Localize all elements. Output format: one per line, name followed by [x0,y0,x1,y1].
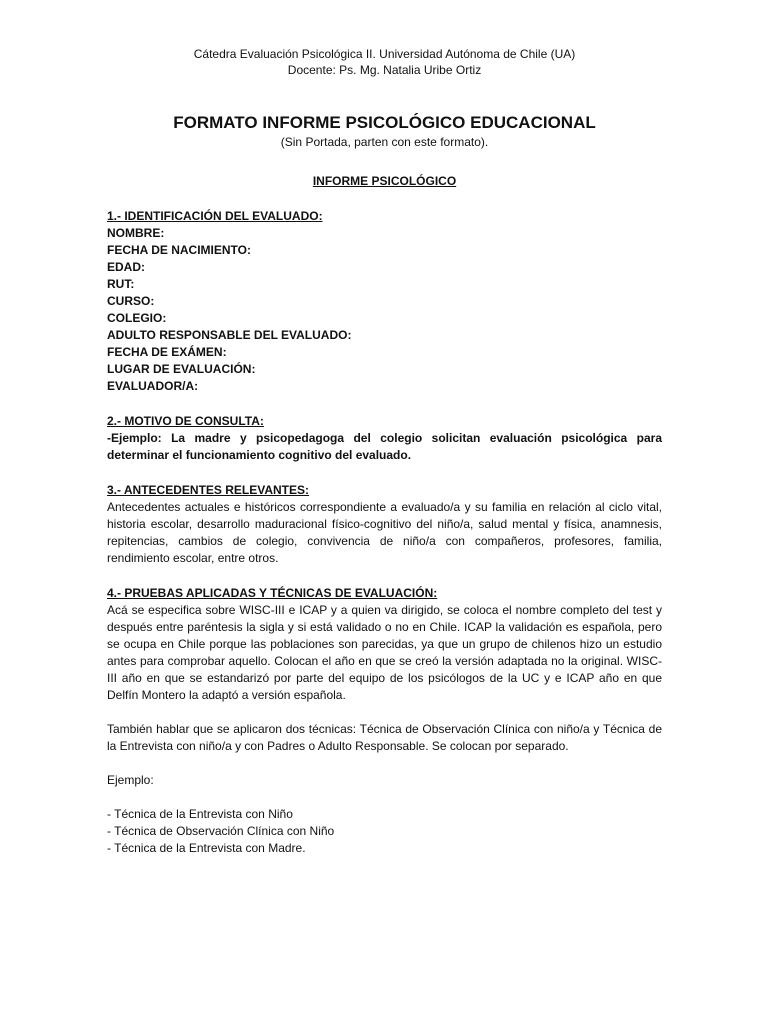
field-curso: CURSO: [107,294,155,308]
section-text: Antecedentes actuales e históricos correspondiente a evaluado/a y su familia en relación al ciclo vital, historia escolar, desarrollo maduracional físico-cognitivo del niño/a, salud mental y física, anamnesis, repitencias, cambios de colegio, convivencia de niño/a con compañeros, profesores, familia, rendimiento escolar, entre otros. [107,500,662,565]
section-heading: 1.- IDENTIFICACIÓN DEL EVALUADO: [107,209,323,223]
list-item: - Técnica de Observación Clínica con Niño [107,824,335,838]
section-motivo-consulta [107,413,662,464]
field-adulto-responsable: ADULTO RESPONSABLE DEL EVALUADO: [107,328,352,342]
field-fecha-nacimiento: FECHA DE NACIMIENTO: [107,243,251,257]
field-rut: RUT: [107,277,135,291]
field-nombre: NOMBRE: [107,226,165,240]
course-header: Cátedra Evaluación Psicológica II. Universidad Autónoma de Chile (UA) [193,47,576,61]
section-paragraph-1: Acá se especifica sobre WISC-III e ICAP y a quien va dirigido, se coloca el nombre completo del test y después entre paréntesis la sigla y si está validado o no en Chile. ICAP la validación es española, pero se ocupa en Chile porque las poblaciones son parecidas, ya que un grupo de chilenos hizo un estudio antes para comprobar aquello. Colocan el año en que se creó la versión adaptada no la original. WISC-III año en que se estandarizó por parte del equipo de los psicólogos de la UC y e ICAP año en que Delfín Montero la adaptó a versión española. [107,603,662,702]
field-fecha-examen: FECHA DE EXÁMEN: [107,345,227,359]
list-item: - Técnica de la Entrevista con Madre. [107,841,306,855]
section-heading: 4.- PRUEBAS APLICADAS Y TÉCNICAS DE EVALUACIÓN: [107,586,438,600]
list-item: - Técnica de la Entrevista con Niño [107,807,293,821]
field-colegio: COLEGIO: [107,311,167,325]
section-identification [107,208,662,395]
document-title: FORMATO INFORME PSICOLÓGICO EDUCACIONAL [173,113,596,132]
section-pruebas [107,585,662,857]
document-subtitle: (Sin Portada, parten con este formato). [280,135,489,149]
field-lugar-evaluacion: LUGAR DE EVALUACIÓN: [107,362,256,376]
report-title: INFORME PSICOLÓGICO [312,174,457,188]
example-label: Ejemplo: [107,773,154,787]
technique-list [107,806,662,857]
field-edad: EDAD: [107,260,145,274]
document-body [107,46,662,857]
section-paragraph-2: También hablar que se aplicaron dos técnicas: Técnica de Observación Clínica con niño/a y Técnica de la Entrevista con niño/a y con Padres o Adulto Responsable. Se colocan por separado. [107,722,662,753]
field-evaluador: EVALUADOR/A: [107,379,199,393]
section-heading: 3.- ANTECEDENTES RELEVANTES: [107,483,310,497]
teacher-header: Docente: Ps. Mg. Natalia Uribe Ortiz [287,63,482,77]
section-heading: 2.- MOTIVO DE CONSULTA: [107,414,264,428]
section-text: -Ejemplo: La madre y psicopedagoga del colegio solicitan evaluación psicológica para determinar el funcionamiento cognitivo del evaluado. [107,431,662,462]
section-antecedentes [107,482,662,567]
